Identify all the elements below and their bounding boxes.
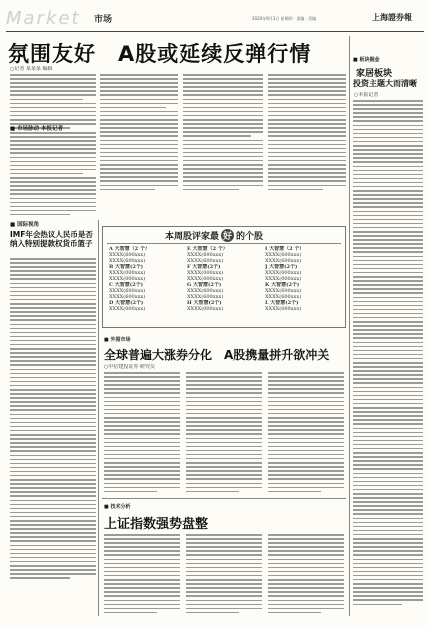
stock-row: XXXX(000xxx) (109, 276, 146, 282)
stock-row: XXXX(600xxx) (187, 258, 224, 264)
stock-row: XXXX(600xxx) (265, 288, 302, 294)
stock-row: XXXX(000xxx) (187, 306, 224, 312)
article-body-col4 (268, 74, 346, 193)
bottom-article-tag: ■ 技术分析 (104, 504, 131, 510)
stock-picks-col-0 (109, 246, 183, 312)
stock-row: XXXX(000xxx) (187, 276, 224, 282)
stock-picks-title-text: 本周股评家最 (165, 232, 220, 242)
stock-picks-title-badge: 好 (221, 229, 234, 242)
masthead-rule (6, 31, 424, 32)
stock-row: XXXX(600xxx) (187, 294, 224, 300)
right-article-body (353, 100, 423, 608)
stock-row: D 大智慧(2个) (109, 300, 144, 306)
stock-row: K 大智慧(2个) (265, 282, 300, 288)
stock-picks-title-suffix: 的个股 (236, 232, 264, 242)
stock-row: C 大智慧(2个) (109, 282, 143, 288)
bottom-article-col1 (104, 534, 180, 616)
stock-picks-box (102, 226, 346, 328)
article-body-col1b (10, 132, 96, 218)
right-title-line1: 家居板块 (356, 69, 393, 79)
left-section2-headline (10, 230, 96, 248)
stock-row: XXXX(600xxx) (187, 252, 224, 258)
bottom-article-col2 (186, 534, 262, 616)
right-column-divider (349, 36, 350, 616)
left-section2-headline-text: IMF年会热议人民币是否纳入特别提款权货币篮子 (10, 230, 93, 248)
right-tag: ■ 板块掘金 (353, 57, 380, 63)
stock-row: B 大智慧(2个) (109, 264, 144, 270)
stock-row: XXXX(000xxx) (109, 306, 146, 312)
page-headline: 氛围友好 A股或延续反弹行情 (8, 42, 312, 66)
article-body-col2 (100, 74, 178, 193)
article-body-col3 (183, 74, 263, 193)
article-body-col1 (10, 74, 96, 131)
left-column-divider (98, 220, 99, 616)
right-byline: ○本报记者 (354, 92, 379, 98)
stock-row: XXXX(000xxx) (265, 306, 302, 312)
stock-row: G 大智慧(2个) (187, 282, 222, 288)
stock-row: XXXX(600xxx) (109, 258, 146, 264)
mid-article-col1 (104, 372, 180, 495)
mid-article-byline: ○中信建投证券 研究员 (104, 364, 155, 370)
right-title-line2: 投资主题大而清晰 (353, 79, 417, 88)
bottom-article-col3 (268, 534, 344, 616)
mid-article-col3 (268, 372, 344, 495)
left-section2-body (10, 258, 96, 581)
stock-row: F 大智慧(2个) (187, 264, 221, 270)
bottom-article-title: 上证指数强势盘整 (104, 517, 209, 532)
masthead (6, 6, 424, 30)
stock-row: XXXX(000xxx) (109, 270, 146, 276)
stock-row: XXXX(600xxx) (265, 294, 302, 300)
stock-col-head: E 大智慧（2 个） (187, 246, 228, 252)
stock-picks-col-2 (265, 246, 339, 312)
top-info: 2020年9月3日 星期四 · 责编 · 美编 (252, 16, 317, 21)
stock-row: XXXX(600xxx) (187, 288, 224, 294)
stock-row: XXXX(000xxx) (265, 270, 302, 276)
stock-row: XXXX(600xxx) (109, 252, 146, 258)
headline-byline: ○记者 某某某 编辑 (10, 66, 53, 72)
stock-picks-rule (107, 243, 341, 244)
stock-picks-title (165, 229, 263, 242)
left-section2-title: ■ 国际视角 (10, 222, 40, 228)
mid-article-col2 (186, 372, 262, 495)
paper-name: 上海證券報 (372, 12, 412, 22)
stock-row: XXXX(600xxx) (265, 252, 302, 258)
stock-col-head: I 大智慧（2 个） (265, 246, 305, 252)
mid-article-tag: ■ 外围市场 (104, 337, 131, 343)
stock-col-head: A 大智慧（2 个） (109, 246, 150, 252)
stock-row: XXXX(600xxx) (265, 258, 302, 264)
stock-row: XXXX(600xxx) (109, 294, 146, 300)
stock-row: XXXX(600xxx) (109, 288, 146, 294)
stock-picks-col-1 (187, 246, 261, 312)
stock-row: XXXX(000xxx) (265, 276, 302, 282)
bottom-article-rule (102, 498, 346, 499)
section-word: Market (6, 8, 81, 29)
left-section1-title: ■ 市场脉动 本报记者 (10, 126, 64, 132)
stock-row: J 大智慧(2个) (265, 264, 298, 270)
stock-row: H 大智慧(2个) (187, 300, 222, 306)
stock-row: L 大智慧(2个) (265, 300, 299, 306)
mid-article-title: 全球普遍大涨券分化 A股携量拼升欲冲关 (104, 348, 330, 362)
section-cn: 市场 (94, 15, 113, 25)
stock-row: XXXX(000xxx) (187, 270, 224, 276)
